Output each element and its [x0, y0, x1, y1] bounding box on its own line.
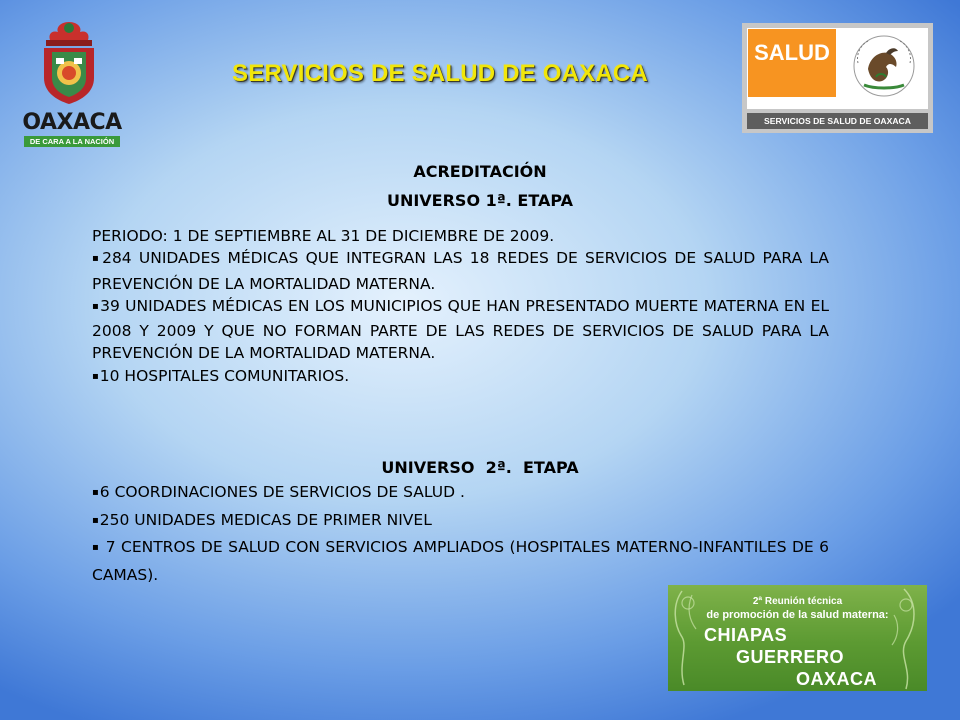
event-banner	[668, 585, 927, 691]
list-item	[92, 535, 834, 587]
list-item	[92, 508, 829, 536]
oaxaca-logo-name: OAXACA	[22, 110, 122, 135]
list-item	[92, 480, 829, 508]
salud-badge	[748, 29, 836, 97]
bullet-icon: ▪	[92, 514, 99, 526]
list-item	[92, 247, 829, 295]
event-title-line2: de promoción de la salud materna:	[706, 609, 889, 621]
bullet-icon: ▪	[92, 487, 99, 498]
bullet-icon: ▪	[92, 542, 100, 553]
list-item-text: 10 HOSPITALES COMUNITARIOS.	[99, 366, 350, 385]
list-item-text: 250 UNIDADES MEDICAS DE PRIMER NIVEL	[99, 510, 432, 529]
period-text: PERIODO: 1 DE SEPTIEMBRE AL 31 DE DICIEMBRE DE 2009.	[92, 227, 555, 245]
event-title-line1: 2ª Reunión técnica	[752, 596, 843, 607]
oaxaca-coat-of-arms-icon	[38, 18, 100, 108]
page-title: SERVICIOS DE SALUD DE OAXACA	[232, 60, 648, 87]
oaxaca-logo	[18, 18, 122, 146]
list-item	[92, 295, 829, 365]
list-item-text: 6 COORDINACIONES DE SERVICIOS DE SALUD .	[99, 483, 465, 501]
salud-logo-caption: SERVICIOS DE SALUD DE OAXACA	[747, 113, 928, 129]
bullet-icon: ▪	[92, 370, 99, 382]
event-state-guerrero: GUERRERO	[736, 647, 845, 667]
stage1-content	[92, 225, 829, 390]
salud-logo	[742, 23, 933, 133]
oaxaca-logo-tagline: DE CARA A LA NACIÓN	[24, 136, 120, 147]
salud-badge-text: SALUD	[754, 40, 830, 65]
list-item-text: 284 UNIDADES MÉDICAS QUE INTEGRAN LAS 18 REDES DE SERVICIOS DE SALUD PARA LA PREVENCIÓN DE LA MORTALIDAD MATERNA.	[92, 249, 829, 293]
list-item-text: 39 UNIDADES MÉDICAS EN LOS MUNICIPIOS QUE HAN PRESENTADO MUERTE MATERNA EN EL 2008 Y 2009 Y QUE NO FORMAN PARTE DE LAS REDES DE SERVICIOS DE SALUD PARA LA PREVENCIÓN DE LA MORTALIDAD MATERNA.	[92, 296, 829, 363]
section-heading-stage2: UNIVERSO 2ª. ETAPA	[381, 458, 579, 477]
section-heading-stage1: UNIVERSO 1ª. ETAPA	[386, 191, 574, 210]
list-item-text: 7 CENTROS DE SALUD CON SERVICIOS AMPLIADOS (HOSPITALES MATERNO-INFANTILES DE 6 CAMAS).	[92, 538, 834, 584]
bullet-icon: ▪	[92, 300, 100, 312]
section-heading-acreditacion: ACREDITACIÓN	[413, 162, 547, 181]
event-state-oaxaca: OAXACA	[796, 669, 878, 689]
event-state-chiapas: CHIAPAS	[704, 625, 788, 645]
bullet-icon: ▪	[92, 253, 102, 265]
stage2-content	[92, 480, 834, 587]
mexican-eagle-seal-icon	[848, 33, 920, 99]
list-item	[92, 365, 829, 390]
